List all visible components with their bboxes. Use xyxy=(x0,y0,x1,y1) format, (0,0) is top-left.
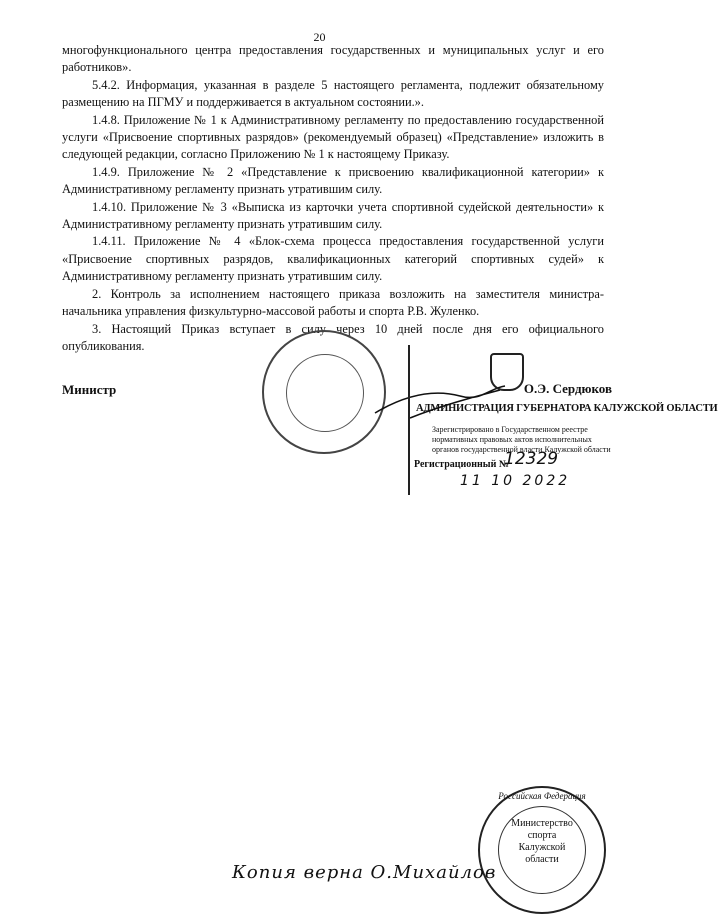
seal-eagle-emblem xyxy=(286,354,364,432)
document-body xyxy=(62,42,604,355)
paragraph: многофункционального центра предоставления государственных и муниципальных услуг и его работников». xyxy=(62,43,604,75)
coat-of-arms-icon xyxy=(490,353,524,391)
paragraph: 1.4.10. Приложение № 3 «Выписка из карточки учета спортивной судейской деятельности» к Административному регламенту признать утратившим силу. xyxy=(62,199,604,232)
paragraph: 1.4.11. Приложение № 4 «Блок-схема процесса предоставления государственной услуги «Присвоение спортивных разрядов, квалификационных категорий спортивных судей» к Административному регламенту признать утратившим силу. xyxy=(62,234,604,284)
seal-line: Министерство xyxy=(511,818,573,829)
paragraph: 1.4.9. Приложение № 2 «Представление к присвоению квалификационной категории» к Административному регламенту признать утратившим силу. xyxy=(62,164,604,197)
paragraph: 2. Контроль за исполнением настоящего приказа возложить на заместителя министра-начальника управления физкультурно-массовой работы и спорта Р.В. Жуленко. xyxy=(62,286,604,319)
stamp-text: Зарегистрировано в Государственном реестре нормативных правовых актов исполнительных органов государственной власти Калужской области xyxy=(432,425,611,454)
registration-number: 12329 xyxy=(504,449,559,469)
signatory-position: Министр xyxy=(62,382,117,397)
government-seal xyxy=(262,330,386,454)
stamp-authority: АДМИНИСТРАЦИЯ ГУБЕРНАТОРА КАЛУЖСКОЙ ОБЛАСТИ xyxy=(416,403,718,414)
seal-line: области xyxy=(525,854,559,865)
seal-ring-text: Российская Федерация xyxy=(498,791,586,801)
paragraph: 3. Настоящий Приказ вступает в силу через 10 дней после дня его официального опубликования. xyxy=(62,321,604,353)
ministry-seal xyxy=(478,786,606,914)
seal-center-text xyxy=(480,818,604,866)
registration-date: 11 10 2022 xyxy=(460,473,571,489)
paragraph: 1.4.8. Приложение № 1 к Административному регламенту по предоставлению государственной услуги «Присвоение спортивных разрядов» (рекомендуемый образец) «Представление» изложить в следующей редакции, согласно Приложению № 1 к настоящему Приказу. xyxy=(62,112,604,162)
seal-line: спорта xyxy=(527,830,557,841)
registration-label: Регистрационный № xyxy=(414,459,509,470)
paragraph: 5.4.2. Информация, указанная в разделе 5 настоящего регламента, подлежит обязательному размещению на ПГМУ и поддерживается в актуальном состоянии.». xyxy=(62,77,604,110)
registration-stamp xyxy=(408,345,718,495)
signatory-name: О.Э. Сердюков xyxy=(523,381,612,396)
seal-line: Калужской xyxy=(518,842,566,853)
copy-certification: Копия верна О.Михайлов xyxy=(232,862,497,883)
page-number: 20 xyxy=(313,30,326,44)
